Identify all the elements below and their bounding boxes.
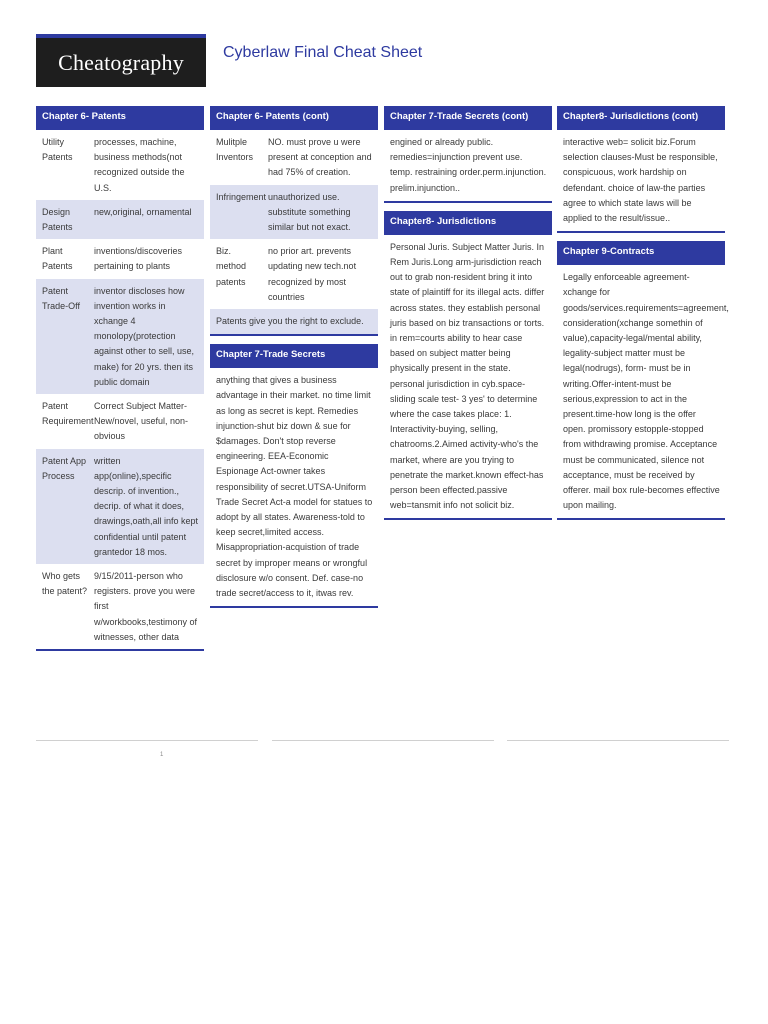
table-row bbox=[36, 394, 204, 449]
footer-divider bbox=[36, 740, 258, 741]
row-definition: Correct Subject Matter-New/novel, useful, non-obvious bbox=[94, 401, 189, 442]
section-patents-cont bbox=[210, 106, 378, 336]
table-row bbox=[36, 564, 204, 649]
row-term: Infringement bbox=[216, 191, 267, 202]
row-definition: unauthorized use. substitute something similar but not exact. bbox=[268, 191, 351, 233]
column-1 bbox=[36, 106, 204, 659]
row-term: Design Patents bbox=[42, 206, 73, 233]
section-trade-secrets bbox=[210, 344, 378, 608]
section-body: interactive web= solicit biz.Forum selection clauses-Must be responsible, conspicuous, work hardship on defendant. choice of law-the parties agree to which state laws will be applied to the result/issue.. bbox=[563, 137, 718, 224]
table-row bbox=[210, 185, 378, 240]
row-definition: new,original, ornamental bbox=[94, 206, 192, 217]
table-row bbox=[210, 239, 378, 309]
section-jurisdictions-cont bbox=[557, 106, 725, 233]
row-definition: written app(online),specific descrip. of invention., decrip. of what it does, drawings,oath,all info kept confidential until patent grantedor 18 mos. bbox=[94, 455, 199, 557]
cheatography-logo[interactable]: Cheatography bbox=[36, 34, 206, 87]
section-trade-secrets-cont bbox=[384, 106, 552, 203]
section-contracts bbox=[557, 241, 729, 520]
section-header: Chapter 7-Trade Secrets (cont) bbox=[384, 106, 552, 130]
row-definition: NO. must prove u were present at conception and had 75% of creation. bbox=[268, 137, 372, 178]
row-definition: inventor discloses how invention works in xchange 4 monolopy(protection against other to sell, use, make) for 20 yrs. then its public domain bbox=[94, 285, 195, 387]
row-term: Utility Patents bbox=[42, 137, 73, 163]
row-term: Patent Trade-Off bbox=[42, 285, 81, 311]
row-term: Patent Requirement bbox=[42, 401, 94, 427]
row-definition: no prior art. prevents updating new tech.not recognized by most countries bbox=[268, 246, 357, 302]
section-header: Chapter 7-Trade Secrets bbox=[210, 344, 378, 368]
section-body: Personal Juris. Subject Matter Juris. In Rem Juris.Long arm-jurisdiction reach out to grab non-resident bring it into state of plaintiff for its illegal acts. differ across states. they establish personal juris based on biz transactions or torts. in rem=courts ability to hear case based on subject matter being physically present in the state. personal jurisdiction in cyb.space-sliding scale test- 3 yes' to determine where the case takes place: 1. Interactivity-buying, selling, chatrooms.2.Aimed activity-who's the market, where are you trying to penetrate the market.known effect-has person been effected.passive web=tansmit info not solicit biz. bbox=[390, 241, 545, 511]
section-jurisdictions bbox=[384, 211, 552, 521]
row-term: Who gets the patent? bbox=[42, 571, 88, 597]
row-term: Mulitple Inventors bbox=[216, 137, 254, 163]
row-term: Patent App Process bbox=[42, 455, 87, 481]
row-term: Plant Patents bbox=[42, 246, 73, 272]
page-title: Cyberlaw Final Cheat Sheet bbox=[223, 44, 423, 61]
row-definition: inventions/discoveries pertaining to plants bbox=[94, 246, 183, 272]
section-body: anything that gives a business advantage in their market. no time limit as long as secret is kept. Remedies injunction-shut biz down & sue for $damages. Don't stop reverse engineering. EEA-Economic Espionage Act-owner takes responsibility of secret.UTSA-Uniform Trade Secret Act-a model for statues to adopt by all states. Awareness-told to keep secret,limited access. Misappropriation-acquistion of trade secret by improper means or wrongful disclosure w/o consent. Def. case-no trade secret/access to it, itwas rev. bbox=[216, 375, 373, 599]
table-row bbox=[36, 200, 204, 239]
row-definition: processes, machine, business methods(not recognized outside the U.S. bbox=[94, 137, 185, 193]
row-definition: 9/15/2011-person who registers. prove you were first w/workbooks,testimony of witnesses, other data bbox=[94, 571, 198, 642]
section-note: Patents give you the right to exclude. bbox=[210, 309, 378, 334]
section-body: engined or already public. remedies=injunction prevent use. temp. restraining order.perm.injunction. prelim.injunction.. bbox=[390, 137, 547, 193]
section-header: Chapter 6- Patents bbox=[36, 106, 204, 130]
column-4 bbox=[557, 106, 729, 528]
column-3 bbox=[384, 106, 552, 528]
row-term: Biz. method patents bbox=[216, 246, 247, 287]
table-row bbox=[36, 449, 204, 564]
section-header: Chapter 9-Contracts bbox=[557, 241, 725, 265]
section-patents bbox=[36, 106, 204, 651]
column-2 bbox=[210, 106, 378, 616]
table-row bbox=[36, 239, 204, 278]
page-mark: 1 bbox=[160, 752, 164, 758]
section-body: Legally enforceable agreement-xchange for goods/services.requirements=agreement, consideration(xchange somethin of value),capacity-legal/mental ability, legality-subject matter must be legal(nodrugs), form- must be in writing.Offer-intent-must be serious,expression to act in the present.time-how long is the offer open. promissory estopple-stopped from withdrawing promise. Acceptance must be communicated, silence not acceptance, must be received by offerer. mail box rule-becomes effective upon mailing. bbox=[563, 272, 729, 511]
footer-divider bbox=[507, 740, 729, 741]
table-row bbox=[36, 130, 204, 200]
section-header: Chapter8- Jurisdictions (cont) bbox=[557, 106, 725, 130]
table-row bbox=[210, 130, 378, 185]
section-header: Chapter 6- Patents (cont) bbox=[210, 106, 378, 130]
footer-divider bbox=[272, 740, 494, 741]
table-row bbox=[36, 279, 204, 394]
section-header: Chapter8- Jurisdictions bbox=[384, 211, 552, 235]
